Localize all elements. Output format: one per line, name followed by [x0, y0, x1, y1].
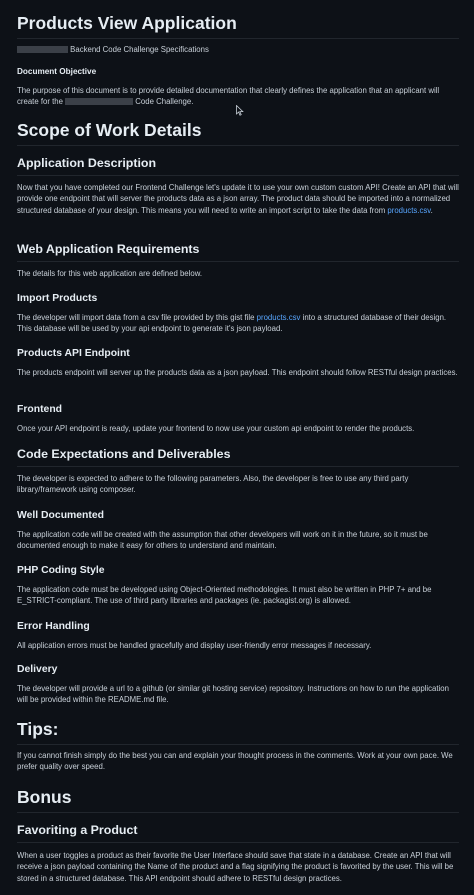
- import-heading: Import Products: [17, 293, 98, 304]
- bonus-heading: Bonus: [17, 787, 72, 807]
- redacted-company: [65, 98, 133, 105]
- frontend-text: Once your API endpoint is ready, update your frontend to now use your custom api endpoint to render the products.: [17, 424, 415, 433]
- import-text: [17, 312, 459, 335]
- app-desc-divider: [17, 175, 459, 176]
- error-handling-heading: Error Handling: [17, 621, 90, 632]
- php-style-heading: PHP Coding Style: [17, 565, 105, 576]
- redacted-name: [17, 46, 68, 53]
- app-desc-block: [17, 155, 459, 176]
- requirements-intro: The details for this web application are defined below.: [17, 269, 203, 278]
- objective-text-after: Code Challenge.: [135, 97, 194, 107]
- objective-text-before: The purpose of this document is to provide detailed documentation that clearly defines the application that an applicant will create for the: [17, 86, 440, 107]
- products-csv-link-1[interactable]: products.csv: [387, 205, 431, 215]
- import-text-after: into a structured database of their design. This database will be used by your api endpoint to generate it's json payload.: [17, 313, 447, 334]
- requirements-heading: Web Application Requirements: [17, 242, 200, 256]
- expectations-block: [17, 446, 459, 467]
- delivery-text: The developer will provide a url to a github (or similar git hosting service) repository. Instructions on how to run the application will be provided within the README.md file.: [17, 684, 449, 705]
- scope-divider: [17, 145, 459, 146]
- endpoint-heading: Products API Endpoint: [17, 348, 130, 359]
- favoriting-block: [17, 822, 459, 843]
- spec-line-text: Backend Code Challenge Specifications: [70, 45, 209, 54]
- expectations-heading: Code Expectations and Deliverables: [17, 447, 231, 461]
- frontend-heading: Frontend: [17, 404, 63, 415]
- requirements-block: [17, 241, 459, 262]
- requirements-divider: [17, 261, 459, 262]
- expectations-divider: [17, 466, 459, 467]
- title-divider: [17, 38, 459, 39]
- favoriting-text: When a user toggles a product as their favorite the User Interface should save that state in a database. Create an API that will receive a json payload containing the Name of the product and a flag signifying the product is favorited by the user. This will be stored in a structured database. This API endpoint should adhere to RESTful design practices.: [17, 851, 454, 883]
- delivery-heading: Delivery: [17, 664, 58, 675]
- tips-heading: Tips:: [17, 719, 59, 739]
- spec-line: [17, 44, 209, 55]
- app-desc-end: .: [430, 205, 433, 215]
- app-desc-heading: Application Description: [17, 156, 157, 170]
- scope-section: [17, 119, 459, 146]
- well-documented-heading: Well Documented: [17, 510, 104, 521]
- endpoint-text: The products endpoint will server up the products data as a json payload. This endpoint should follow RESTful design practices.: [17, 368, 458, 377]
- bonus-divider: [17, 812, 459, 813]
- expectations-intro: The developer is expected to adhere to the following parameters. Also, the developer is free to use any third party library/framework using composer.: [17, 474, 409, 495]
- mouse-cursor-icon: [236, 105, 244, 116]
- products-csv-link-2[interactable]: products.csv: [256, 313, 301, 322]
- php-style-text: The application code must be developed using Object-Oriented methodologies. It must also be written in PHP 7+ and be E_STRICT-compliant. The use of third party libraries and packages (ie. packagist.org) is allowed.: [17, 585, 432, 606]
- app-desc-body: Now that you have completed our Frontend Challenge let's update it to use your own custom custom API! Create an API that will provide one endpoint that will server the products data as a json array. The product data should be imported into a normalized structured database of your design. This means you will need to write an import script to take the data from: [17, 183, 459, 215]
- app-desc-text: [17, 182, 459, 216]
- bonus-block: [17, 786, 459, 813]
- page-title-block: [17, 12, 459, 39]
- error-handling-text: All application errors must be handled gracefully and display user-friendly error messages if necessary.: [17, 641, 372, 650]
- objective-heading: Document Objective: [17, 67, 97, 76]
- well-documented-text: The application code will be created with the assumption that other developers will work on it in the future, so it must be documented enough to make it easy for others to understand and maintain.: [17, 530, 428, 551]
- import-text-before: The developer will import data from a csv file provided by this gist file: [17, 313, 255, 322]
- tips-block: [17, 718, 459, 745]
- page-title: Products View Application: [17, 13, 237, 33]
- scope-heading: Scope of Work Details: [17, 120, 202, 140]
- tips-text: If you cannot finish simply do the best you can and explain your thought process in the comments. Work at your own pace. We prefer quality over speed.: [17, 751, 453, 772]
- tips-divider: [17, 744, 459, 745]
- favoriting-heading: Favoriting a Product: [17, 823, 138, 837]
- favoriting-divider: [17, 842, 459, 843]
